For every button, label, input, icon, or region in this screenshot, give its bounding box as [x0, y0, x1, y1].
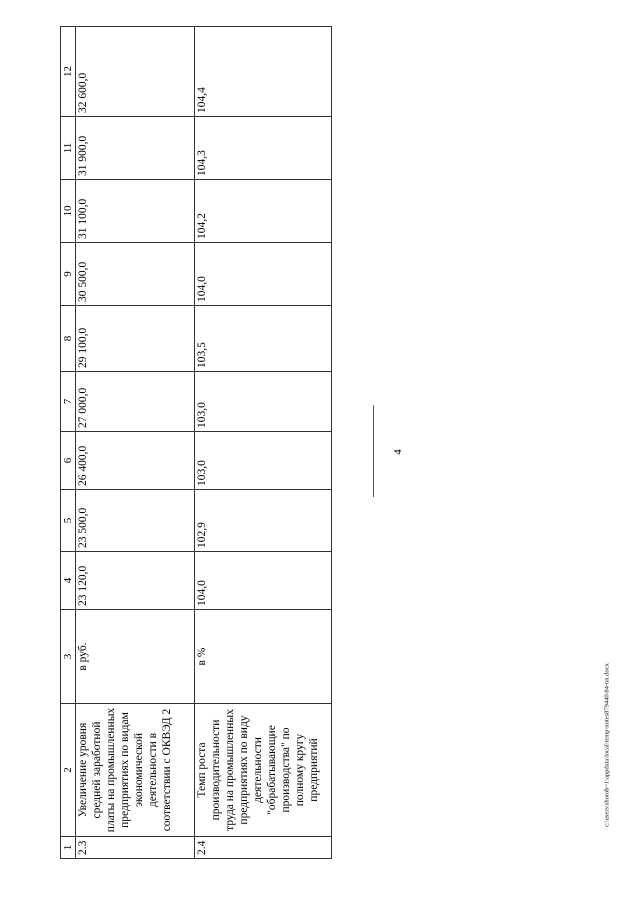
header-cell: 10: [61, 180, 76, 243]
value-cell: 29 100,0: [76, 306, 195, 372]
header-cell: 3: [61, 610, 76, 704]
header-cell: 4: [61, 552, 76, 610]
value-cell: 104,0: [195, 243, 332, 306]
header-cell: 5: [61, 490, 76, 552]
footer-file-path: c:\users\shorob~1\appdata\local\temp\notes879440\84-nn.docx: [603, 663, 611, 827]
table-row: [195, 27, 332, 859]
header-cell: 1: [61, 837, 76, 859]
data-table: [60, 26, 332, 859]
value-cell: 30 500,0: [76, 243, 195, 306]
value-cell: 31 100,0: [76, 180, 195, 243]
value-cell: 103,0: [195, 372, 332, 432]
value-cell: 32 600,0: [76, 27, 195, 117]
value-cell: 26 400,0: [76, 432, 195, 490]
header-cell: 11: [61, 117, 76, 180]
value-cell: 103,0: [195, 432, 332, 490]
header-cell: 8: [61, 306, 76, 372]
header-cell: 2: [61, 704, 76, 837]
value-cell: 104,0: [195, 552, 332, 610]
value-cell: 104,4: [195, 27, 332, 117]
table-row: [76, 27, 195, 859]
value-cell: 31 900,0: [76, 117, 195, 180]
header-cell: 6: [61, 432, 76, 490]
unit-cell: в %: [195, 610, 332, 704]
value-cell: 23 120,0: [76, 552, 195, 610]
page-number: 4: [392, 449, 404, 455]
row-number: 2.3: [76, 837, 195, 859]
indicator-name: Увеличение уровня средней заработной платы на промышленных предприятиях по видам экономической деятельности в соответствии с ОКВЭД 2: [76, 704, 195, 837]
value-cell: 27 000,0: [76, 372, 195, 432]
value-cell: 102,9: [195, 490, 332, 552]
header-cell: 7: [61, 372, 76, 432]
table-container: [60, 27, 332, 859]
header-cell: 9: [61, 243, 76, 306]
separator-line: [373, 405, 374, 497]
value-cell: 23 500,0: [76, 490, 195, 552]
value-cell: 104,3: [195, 117, 332, 180]
header-row: [61, 27, 76, 859]
value-cell: 104,2: [195, 180, 332, 243]
indicator-name: Темп роста производительности труда на промышленных предприятиях по виду деятельности "обрабатывающие производства" по полному кругу предприятий: [195, 704, 332, 837]
unit-cell: в руб.: [76, 610, 195, 704]
header-cell: 12: [61, 27, 76, 117]
row-number: 2.4: [195, 837, 332, 859]
value-cell: 103,5: [195, 306, 332, 372]
